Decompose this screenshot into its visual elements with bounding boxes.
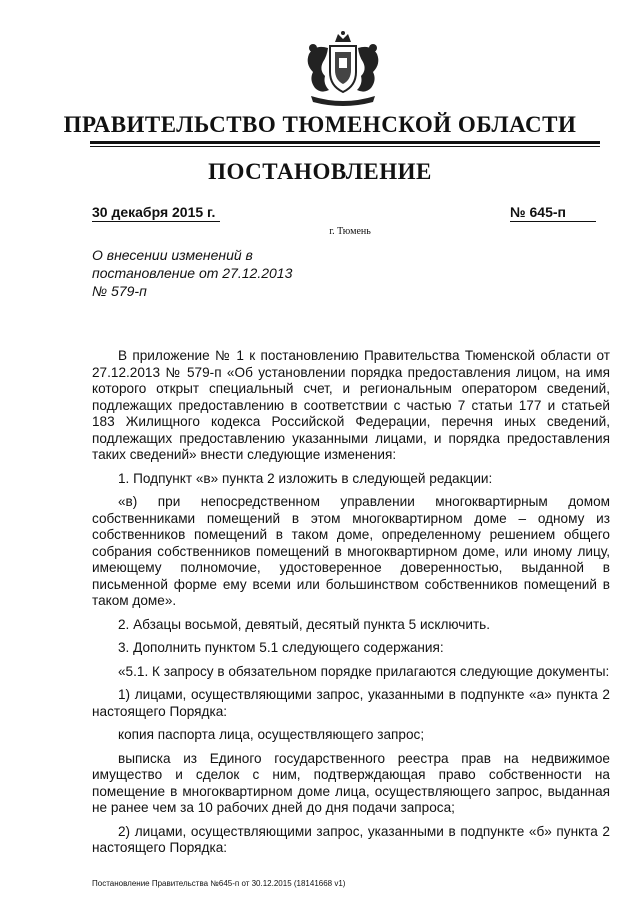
subject-line: О внесении изменений в xyxy=(92,247,253,263)
document-date: 30 декабря 2015 г. xyxy=(92,204,220,222)
organization-name: ПРАВИТЕЛЬСТВО ТЮМЕНСКОЙ ОБЛАСТИ xyxy=(63,112,577,137)
header-rule-thick xyxy=(90,141,600,144)
document-city: г. Тюмень xyxy=(329,226,371,237)
body-paragraph: выписка из Единого государственного реестра прав на недвижимое имущество и сделок с ним, подтверждающая право собственности на помещение в многоквартирном доме лица, осуществляющего запрос, выданная не ранее чем за 10 рабочих дней до дня подачи запроса; xyxy=(92,750,610,815)
body-paragraph: 1. Подпункт «в» пункта 2 изложить в следующей редакции: xyxy=(118,470,493,486)
document-body xyxy=(92,348,610,864)
body-paragraph: 2) лицами, осуществляющими запрос, указанными в подпункте «б» пункта 2 настоящего Порядка: xyxy=(92,823,610,855)
document-footer: Постановление Правительства №645-п от 30.12.2015 (18141668 v1) xyxy=(92,879,346,888)
body-paragraph: «5.1. К запросу в обязательном порядке прилагаются следующие документы: xyxy=(118,663,610,679)
subject-line: постановление от 27.12.2013 xyxy=(92,265,293,281)
body-paragraph: «в) при непосредственном управлении многоквартирным домом собственниками помещений в этом многоквартирном доме – одному из собственников помещений в таком доме, определенному решением общего собрания собственников помещений в многоквартирном доме, или иному лицу, имеющему полномочие, удостоверенное доверенностью, выданной в письменной форме ему всеми или большинством собственников помещений в таком доме». xyxy=(92,494,610,608)
subject-line: № 579-п xyxy=(92,283,147,299)
document-type: ПОСТАНОВЛЕНИЕ xyxy=(208,159,432,184)
document-number: № 645-п xyxy=(510,204,596,222)
body-paragraph: 3. Дополнить пунктом 5.1 следующего содержания: xyxy=(118,640,444,655)
body-paragraph: 1) лицами, осуществляющими запрос, указанными в подпункте «а» пункта 2 настоящего Порядка: xyxy=(92,687,610,719)
header-rule-thin xyxy=(90,146,600,147)
body-paragraph: копия паспорта лица, осуществляющего запрос; xyxy=(118,727,425,742)
body-paragraph: В приложение № 1 к постановлению Правительства Тюменской области от 27.12.2013 № 579-п «Об установлении порядка предоставления лицом, на имя которого открыт специальный счет, и региональным оператором сведений, подлежащих предоставлению в соответствии с частью 7 статьи 177 и статьей 183 Жилищного кодекса Российской Федерации, перечня иных сведений, подлежащих предоставлению указанными лицами, и порядка предоставления таких сведений» внести следующие изменения: xyxy=(92,348,610,462)
body-paragraph: 2. Абзацы восьмой, девятый, десятый пункта 5 исключить. xyxy=(118,616,491,632)
coat-of-arms-icon xyxy=(297,28,389,106)
document-subject xyxy=(92,246,352,300)
